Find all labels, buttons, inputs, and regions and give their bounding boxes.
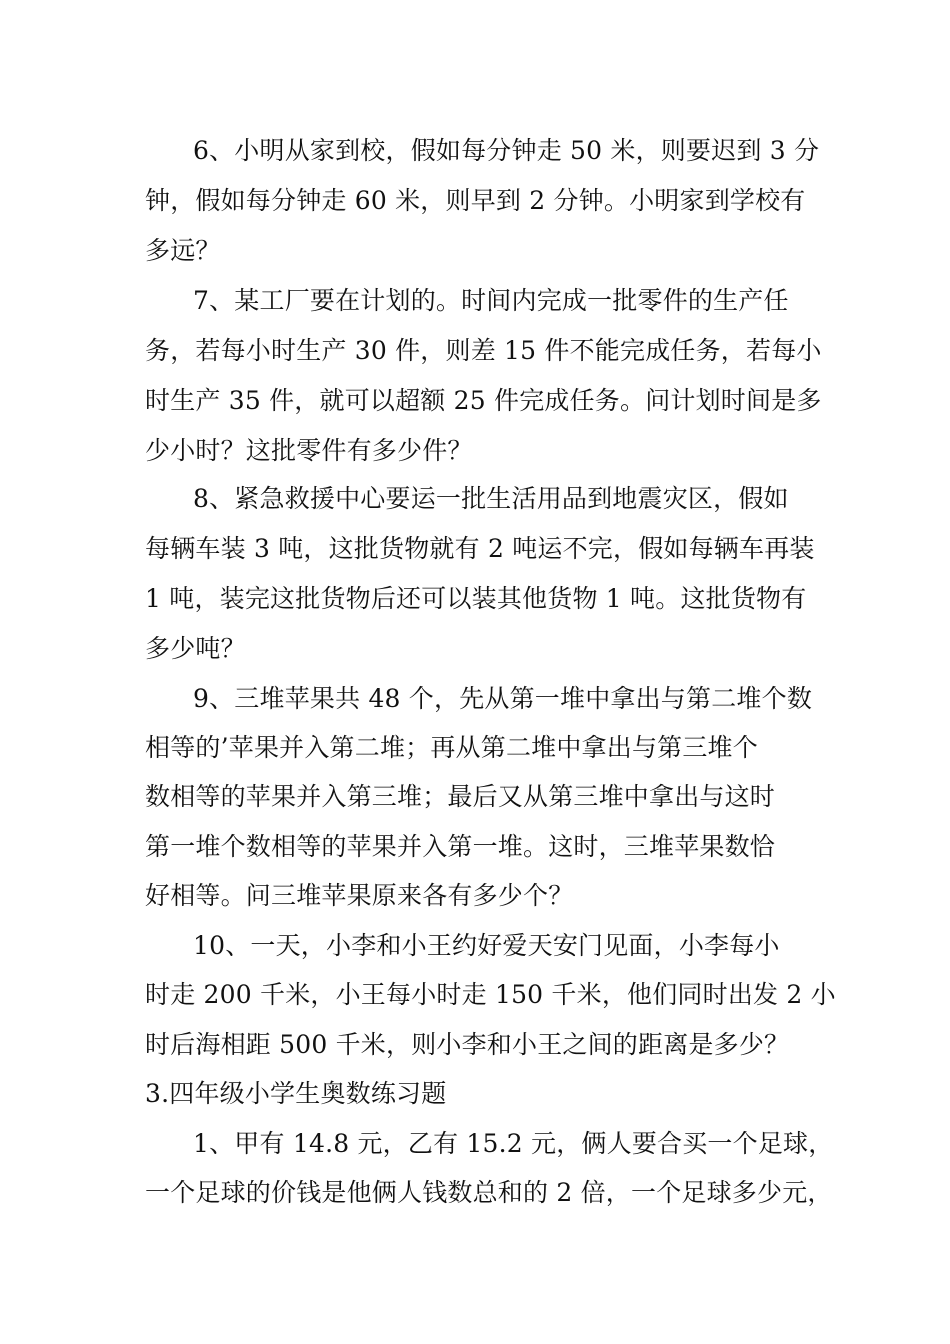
problem-7-line-3: 时生产 35 件，就可以超额 25 件完成任务。问计划时间是多 [145, 386, 822, 415]
section-heading: 3.四年级小学生奥数练习题 [145, 1079, 447, 1108]
problem-8-line-2: 每辆车装 3 吨，这批货物就有 2 吨运不完，假如每辆车再装 [145, 534, 815, 563]
problem-8-line-1: 8、紧急救援中心要运一批生活用品到地震灾区，假如 [193, 484, 789, 513]
problem-1-line-1: 1、甲有 14.8 元，乙有 15.2 元，俩人要合买一个足球， [193, 1129, 834, 1158]
problem-10-line-3: 时后海相距 500 千米，则小李和小王之间的距离是多少？ [145, 1030, 790, 1059]
problem-7-line-2: 务，若每小时生产 30 件，则差 15 件不能完成任务，若每小 [145, 336, 822, 365]
problem-6-line-3: 多远？ [145, 236, 221, 265]
problem-6-line-2: 钟，假如每分钟走 60 米，则早到 2 分钟。小明家到学校有 [145, 186, 806, 215]
problem-9-line-5: 好相等。问三堆苹果原来各有多少个？ [145, 881, 574, 910]
problem-7-line-4: 少小时？这批零件有多少件？ [145, 436, 473, 465]
problem-8-line-4: 多少吨？ [145, 634, 246, 663]
problem-9-line-1: 9、三堆苹果共 48 个，先从第一堆中拿出与第二堆个数 [193, 684, 813, 713]
problem-9-line-3: 数相等的苹果并入第三堆；最后又从第三堆中拿出与这时 [145, 782, 776, 811]
problem-10-line-1: 10、一天，小李和小王约好爱天安门见面，小李每小 [193, 931, 780, 960]
problem-6-line-1: 6、小明从家到校，假如每分钟走 50 米，则要迟到 3 分 [193, 136, 820, 165]
problem-8-line-3: 1 吨，装完这批货物后还可以装其他货物 1 吨。这批货物有 [145, 584, 807, 613]
problem-9-line-4: 第一堆个数相等的苹果并入第一堆。这时，三堆苹果数恰 [145, 832, 776, 861]
problem-9-line-2: 相等的’苹果并入第二堆；再从第二堆中拿出与第三堆个 [145, 733, 758, 762]
problem-10-line-2: 时走 200 千米，小王每小时走 150 千米，他们同时出发 2 小 [145, 980, 836, 1009]
problem-1-line-2: 一个足球的价钱是他俩人钱数总和的 2 倍，一个足球多少元， [145, 1178, 833, 1207]
problem-7-line-1: 7、某工厂要在计划的。时间内完成一批零件的生产任 [193, 286, 789, 315]
